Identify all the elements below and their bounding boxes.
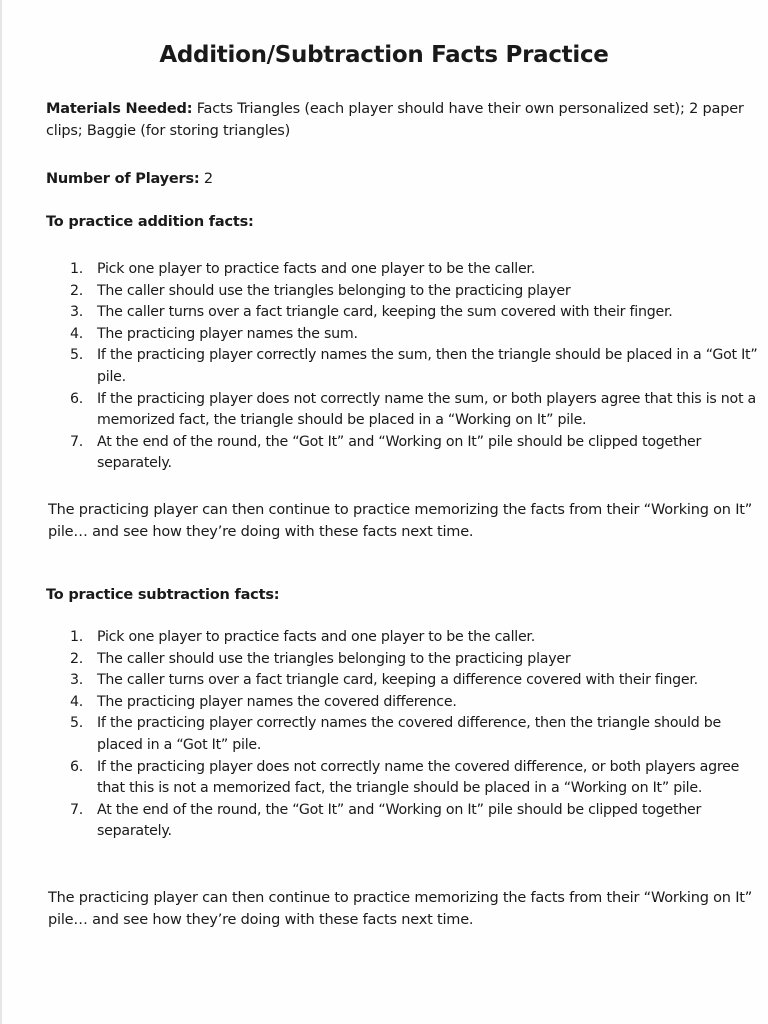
players-label: Number of Players:	[46, 171, 200, 187]
step-text: The caller turns over a fact triangle card, keeping a difference covered with their finger.	[97, 672, 698, 689]
players-paragraph	[46, 168, 756, 190]
list-item	[70, 757, 760, 800]
step-text: At the end of the round, the “Got It” and “Working on It” pile should be clipped together separately.	[97, 801, 702, 840]
list-item	[70, 345, 760, 388]
step-text: The practicing player names the covered difference.	[97, 693, 457, 710]
step-number: 6.	[70, 390, 84, 407]
materials-paragraph	[46, 98, 756, 142]
step-text: If the practicing player correctly names the sum, then the triangle should be placed in a “Got It” pile.	[97, 347, 758, 385]
step-text: Pick one player to practice facts and one player to be the caller.	[97, 261, 535, 277]
step-text: The practicing player names the sum.	[97, 325, 358, 342]
step-text: If the practicing player does not correctly name the sum, or both players agree that this is not a memorized fact, the triangle should be placed in a “Working on It” pile.	[97, 390, 756, 429]
list-item	[70, 324, 760, 346]
step-number: 3.	[70, 672, 84, 689]
step-number: 2.	[70, 282, 84, 299]
scan-edge	[0, 0, 2, 1024]
addition-steps-list	[70, 259, 760, 475]
list-item	[70, 389, 760, 432]
list-item	[70, 302, 760, 324]
step-text: At the end of the round, the “Got It” and “Working on It” pile should be clipped together separately.	[97, 433, 702, 472]
materials-text: Facts Triangles (each player should have their own personalized set); 2 paper clips; Baggie (for storing triangles)	[46, 101, 744, 139]
list-item	[70, 670, 760, 692]
subtraction-steps-list	[70, 627, 760, 843]
step-number: 5.	[70, 347, 84, 364]
step-number: 6.	[70, 758, 84, 775]
step-number: 1.	[70, 629, 84, 645]
step-text: Pick one player to practice facts and one player to be the caller.	[97, 629, 535, 645]
subtraction-closing-paragraph: The practicing player can then continue to practice memorizing the facts from their “Working on It” pile… and see how they’re doing with these facts next time.	[48, 890, 753, 928]
step-number: 3.	[70, 304, 84, 321]
list-item	[70, 800, 760, 843]
step-text: The caller should use the triangles belonging to the practicing player	[97, 650, 571, 667]
list-item	[70, 259, 760, 281]
step-number: 2.	[70, 650, 84, 667]
step-text: If the practicing player does not correctly name the covered difference, or both players agree that this is not a memorized fact, the triangle should be placed in a “Working on It” pile.	[97, 758, 740, 797]
addition-closing-paragraph: The practicing player can then continue to practice memorizing the facts from their “Working on It” pile… and see how they’re doing with these facts next time.	[48, 502, 753, 540]
step-number: 7.	[70, 801, 84, 818]
step-number: 4.	[70, 693, 84, 710]
list-item	[70, 432, 760, 475]
step-text: The caller should use the triangles belonging to the practicing player	[97, 282, 571, 299]
list-item	[70, 649, 760, 671]
step-number: 5.	[70, 715, 84, 732]
step-number: 1.	[70, 261, 84, 277]
list-item	[70, 692, 760, 714]
subtraction-heading: To practice subtraction facts:	[46, 587, 280, 603]
materials-label: Materials Needed:	[46, 101, 193, 117]
list-item	[70, 627, 760, 649]
list-item	[70, 281, 760, 303]
step-number: 7.	[70, 433, 84, 450]
players-text: 2	[199, 171, 213, 187]
step-number: 4.	[70, 325, 84, 342]
list-item	[70, 713, 760, 756]
page-title: Addition/Subtraction Facts Practice	[159, 42, 609, 68]
step-text: If the practicing player correctly names the covered difference, then the triangle should be placed in a “Got It” pile.	[97, 715, 721, 753]
step-text: The caller turns over a fact triangle card, keeping the sum covered with their finger.	[97, 304, 673, 321]
addition-heading: To practice addition facts:	[46, 214, 254, 230]
